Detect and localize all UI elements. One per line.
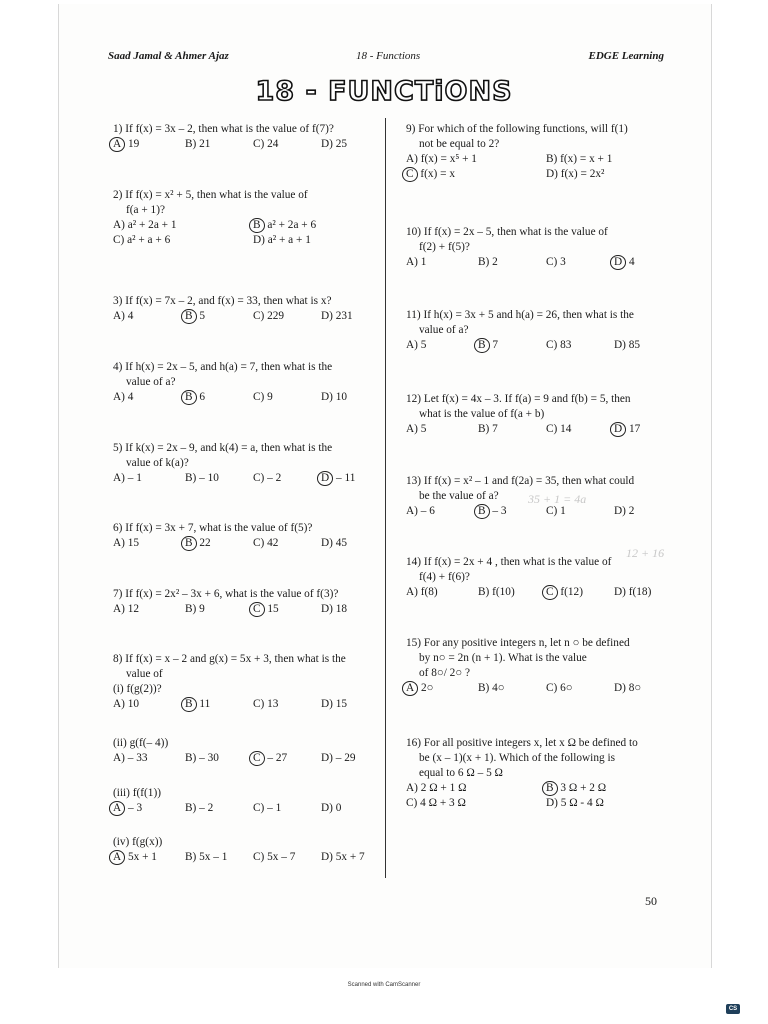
circled-answer-mark: A (402, 681, 418, 696)
answer-options (113, 390, 375, 405)
question (113, 122, 375, 152)
answer-option: A) – 6 (406, 505, 435, 517)
question-stem: 4) If h(x) = 2x – 5, and h(a) = 7, then what is the (113, 361, 333, 373)
question-stem: 11) If h(x) = 3x + 5 and h(a) = 26, then what is the (406, 309, 634, 321)
question (113, 835, 375, 865)
question (113, 587, 375, 617)
answer-option: C) – 2 (253, 472, 282, 484)
question (406, 225, 674, 270)
question-stem: 13) If f(x) = x² – 1 and f(2a) = 35, then what could (406, 475, 635, 487)
answer-option: B) 21 (185, 138, 211, 150)
camscanner-logo: CS (726, 1004, 740, 1014)
circled-answer-mark: A (109, 850, 125, 865)
answer-option: A) 5 (406, 339, 427, 351)
answer-option: C) – 1 (253, 802, 282, 814)
answer-option: C) a² + a + 6 (113, 234, 171, 246)
answer-option: A) 5 (406, 423, 427, 435)
question-stem: 5) If k(x) = 2x – 9, and k(4) = a, then what is the (113, 442, 333, 454)
answer-option: A – 3 (113, 801, 142, 816)
answer-option: D 17 (614, 422, 640, 437)
answer-option: C) 229 (253, 310, 285, 322)
answer-option: A 2○ (406, 681, 433, 696)
answer-option: A) f(8) (406, 586, 438, 598)
answer-option: A) 4 (113, 310, 134, 322)
answer-option: B 6 (185, 390, 205, 405)
question-continuation: not be equal to 2? (419, 138, 500, 150)
answer-option: D) 25 (321, 138, 348, 150)
answer-option: A) – 33 (113, 752, 148, 764)
question-continuation: f(4) + f(6)? (419, 571, 470, 583)
answer-option: C) 6○ (546, 682, 573, 694)
question-stem: 6) If f(x) = 3x + 7, what is the value of f(5)? (113, 522, 313, 534)
answer-options (113, 536, 375, 551)
question-continuation: f(a + 1)? (126, 204, 165, 216)
question (113, 360, 375, 405)
circled-answer-mark: D (610, 255, 626, 270)
question-continuation: (i) f(g(2))? (113, 683, 162, 695)
question (113, 441, 375, 486)
answer-option: B 3 Ω + 2 Ω (546, 781, 606, 796)
question-continuation: value of k(a)? (126, 457, 189, 469)
question-continuation: of 8○/ 2○ ? (419, 667, 470, 679)
answer-option: B) 5x – 1 (185, 851, 228, 863)
answer-option: D) 2 (614, 505, 635, 517)
answer-option: A 19 (113, 137, 139, 152)
answer-option: A) 15 (113, 537, 140, 549)
answer-option: B 7 (478, 338, 498, 353)
answer-option: C) 42 (253, 537, 279, 549)
answer-option: C f(12) (546, 585, 583, 600)
answer-option: A) f(x) = x⁵ + 1 (406, 153, 477, 165)
answer-option: C) 3 (546, 256, 566, 268)
circled-answer-mark: C (249, 602, 265, 617)
question-stem: 10) If f(x) = 2x – 5, then what is the value of (406, 226, 608, 238)
answer-option: D) a² + a + 1 (253, 234, 311, 246)
answer-options (406, 152, 674, 167)
answer-option: A) 2 Ω + 1 Ω (406, 782, 467, 794)
answer-option: D) – 29 (321, 752, 356, 764)
question-stem: 1) If f(x) = 3x – 2, then what is the value of f(7)? (113, 123, 334, 135)
question-continuation: be the value of a? (419, 490, 499, 502)
chapter-name: 18 - Functions (356, 50, 421, 62)
circled-answer-mark: A (109, 801, 125, 816)
answer-option: A) 10 (113, 698, 140, 710)
answer-options (113, 751, 375, 766)
page-number: 50 (645, 894, 657, 908)
answer-option: B) 7 (478, 423, 498, 435)
answer-option: D) 5 Ω - 4 Ω (546, 797, 604, 809)
answer-option: C) 9 (253, 391, 273, 403)
answer-option: B a² + 2a + 6 (253, 218, 316, 233)
answer-option: B 22 (185, 536, 211, 551)
answer-options (113, 697, 375, 712)
circled-answer-mark: D (610, 422, 626, 437)
answer-option: A) a² + 2a + 1 (113, 219, 177, 231)
answer-options (406, 338, 674, 353)
question-stem: (iv) f(g(x)) (113, 836, 163, 848)
answer-option: D – 11 (321, 471, 355, 486)
answer-option: B) – 2 (185, 802, 214, 814)
answer-option: D) 18 (321, 603, 348, 615)
question-stem: 16) For all positive integers x, let x Ω be defined to (406, 737, 638, 749)
answer-option: C) 24 (253, 138, 279, 150)
answer-option: D) f(18) (614, 586, 652, 598)
answer-option: D) 45 (321, 537, 348, 549)
answer-option: A) – 1 (113, 472, 142, 484)
answer-options (113, 602, 375, 617)
question (113, 652, 375, 712)
answer-option: B) 9 (185, 603, 205, 615)
answer-option: C) 14 (546, 423, 572, 435)
question-stem: 12) Let f(x) = 4x – 3. If f(a) = 9 and f(b) = 5, then (406, 393, 631, 405)
question (406, 555, 674, 600)
answer-options (406, 422, 674, 437)
answer-options (113, 137, 375, 152)
circled-answer-mark: B (181, 536, 197, 551)
scanner-watermark: Scanned with CamScanner (347, 982, 421, 988)
answer-option: B – 3 (478, 504, 507, 519)
circled-answer-mark: C (542, 585, 558, 600)
question (113, 736, 375, 766)
answer-options (406, 781, 674, 796)
answer-options (113, 471, 375, 486)
question (406, 392, 674, 437)
answer-options (113, 233, 375, 248)
answer-option: D) 15 (321, 698, 348, 710)
answer-option: D 4 (614, 255, 635, 270)
handwritten-scribble: 35 + 1 = 4a (528, 492, 587, 506)
answer-option: B) 2 (478, 256, 498, 268)
question (113, 294, 375, 324)
answer-options (113, 850, 375, 865)
answer-options (406, 681, 674, 696)
handwritten-scribble: 12 + 16 (626, 546, 665, 560)
answer-options (406, 255, 674, 270)
circled-answer-mark: B (181, 390, 197, 405)
answer-option: C) 83 (546, 339, 572, 351)
circled-answer-mark: B (542, 781, 558, 796)
answer-option: D) 85 (614, 339, 641, 351)
question (113, 521, 375, 551)
column-divider (385, 118, 386, 878)
answer-option: C) 1 (546, 505, 566, 517)
answer-option: B) f(10) (478, 586, 515, 598)
question-continuation: by n○ = 2n (n + 1). What is the value (419, 652, 587, 664)
answer-option: D) 0 (321, 802, 342, 814)
question (113, 786, 375, 816)
answer-option: A) 4 (113, 391, 134, 403)
question-stem: (ii) g(f(– 4)) (113, 737, 169, 749)
question-stem: 9) For which of the following functions, will f(1) (406, 123, 628, 135)
circled-answer-mark: B (474, 504, 490, 519)
question-continuation: f(2) + f(5)? (419, 241, 470, 253)
circled-answer-mark: B (474, 338, 490, 353)
question-stem: 14) If f(x) = 2x + 4 , then what is the value of (406, 556, 612, 568)
answer-option: A) 1 (406, 256, 427, 268)
publisher: EDGE Learning (588, 50, 664, 62)
answer-option: C) 13 (253, 698, 279, 710)
question-continuation: value of a? (126, 376, 176, 388)
answer-options (113, 218, 375, 233)
question-continuation: be (x – 1)(x + 1). Which of the following is (419, 752, 615, 764)
question-stem: 2) If f(x) = x² + 5, then what is the value of (113, 189, 308, 201)
question (406, 636, 674, 696)
question (406, 122, 674, 182)
answer-option: C – 27 (253, 751, 287, 766)
question (406, 736, 674, 811)
page-header (108, 50, 664, 66)
answer-options (113, 309, 375, 324)
circled-answer-mark: B (181, 697, 197, 712)
circled-answer-mark: C (249, 751, 265, 766)
answer-options (406, 796, 674, 811)
answer-option: C 15 (253, 602, 279, 617)
answer-option: B) f(x) = x + 1 (546, 153, 613, 165)
question (113, 188, 375, 248)
answer-options (406, 167, 674, 182)
answer-option: B 11 (185, 697, 210, 712)
question (406, 308, 674, 353)
answer-option: A 5x + 1 (113, 850, 157, 865)
answer-option: D) f(x) = 2x² (546, 168, 605, 180)
answer-options (406, 585, 674, 600)
circled-answer-mark: C (402, 167, 418, 182)
circled-answer-mark: D (317, 471, 333, 486)
question-stem: 7) If f(x) = 2x² – 3x + 6, what is the value of f(3)? (113, 588, 339, 600)
authors: Saad Jamal & Ahmer Ajaz (108, 50, 229, 62)
answer-option: D) 8○ (614, 682, 642, 694)
answer-option: B) – 10 (185, 472, 219, 484)
answer-option: A) 12 (113, 603, 140, 615)
answer-option: C f(x) = x (406, 167, 455, 182)
answer-option: D) 10 (321, 391, 348, 403)
question-stem: (iii) f(f(1)) (113, 787, 161, 799)
question-stem: 8) If f(x) = x – 2 and g(x) = 5x + 3, then what is the (113, 653, 346, 665)
circled-answer-mark: B (181, 309, 197, 324)
question-stem: 15) For any positive integers n, let n ○ be defined (406, 637, 630, 649)
answer-options (113, 801, 375, 816)
answer-option: B 5 (185, 309, 205, 324)
answer-option: C) 5x – 7 (253, 851, 296, 863)
answer-option: D) 231 (321, 310, 353, 322)
question-stem: 3) If f(x) = 7x – 2, and f(x) = 33, then what is x? (113, 295, 332, 307)
circled-answer-mark: A (109, 137, 125, 152)
question-continuation: value of (126, 668, 163, 680)
question-continuation: equal to 6 Ω – 5 Ω (419, 767, 503, 779)
answer-option: B) – 30 (185, 752, 219, 764)
answer-option: B) 4○ (478, 682, 505, 694)
answer-option: D) 5x + 7 (321, 851, 365, 863)
question-continuation: what is the value of f(a + b) (419, 408, 545, 420)
circled-answer-mark: B (249, 218, 265, 233)
page-title: 18 - FUNCTiONS (255, 76, 513, 107)
answer-option: C) 4 Ω + 3 Ω (406, 797, 466, 809)
question-continuation: value of a? (419, 324, 469, 336)
